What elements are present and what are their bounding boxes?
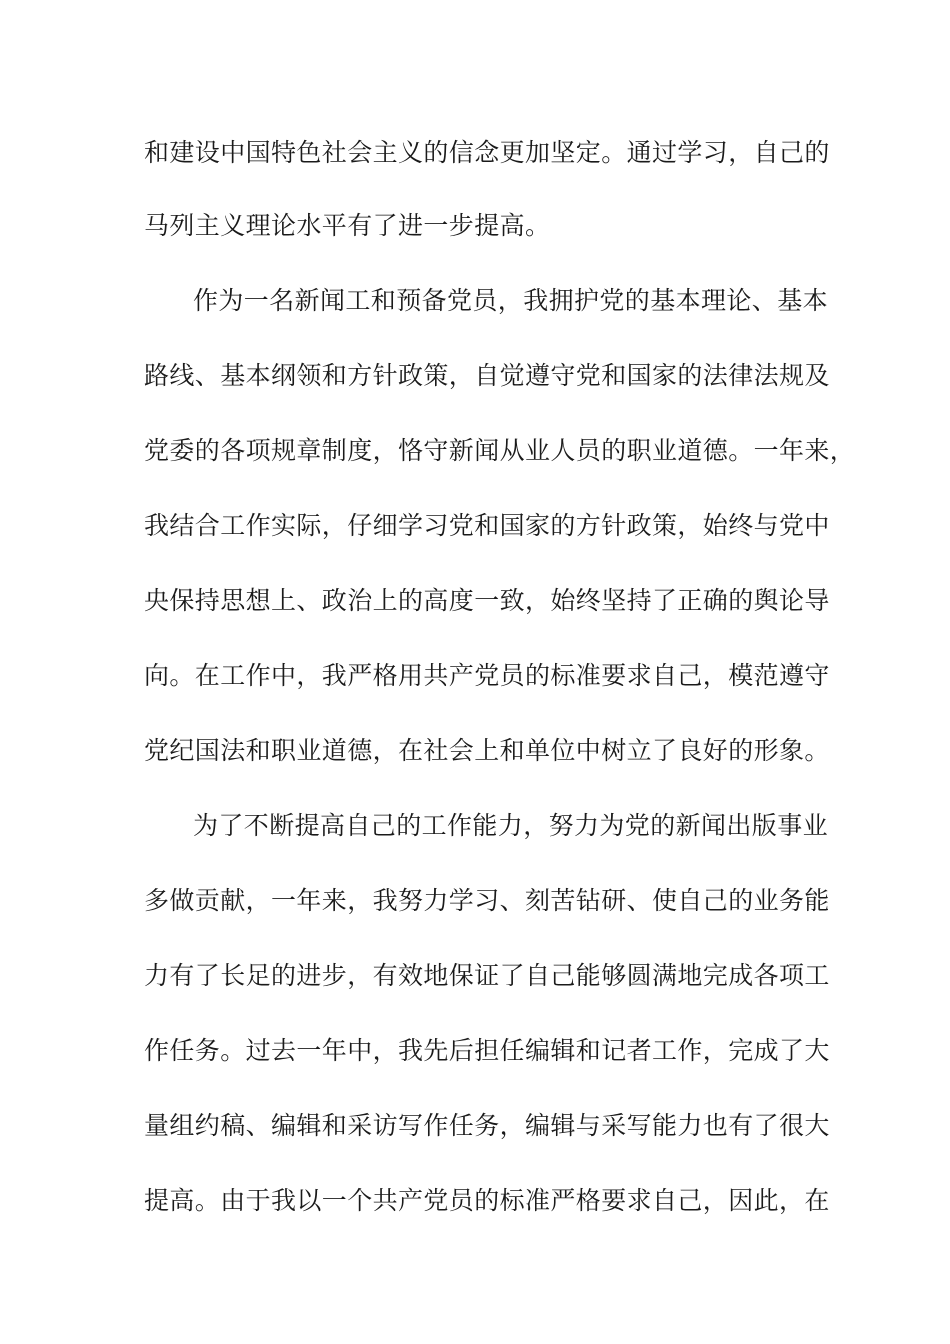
text-line: 马列主义理论水平有了进一步提高。: [144, 211, 551, 240]
paragraph-start-line: 作为一名新闻工和预备党员，我拥护党的基本理论、基本: [193, 286, 829, 315]
text-line: 提高。由于我以一个共产党员的标准严格要求自己，因此，在: [144, 1186, 830, 1215]
text-line: 我结合工作实际，仔细学习党和国家的方针政策，始终与党中: [144, 511, 830, 540]
text-line: 作任务。过去一年中，我先后担任编辑和记者工作，完成了大: [144, 1036, 830, 1065]
text-line: 央保持思想上、政治上的高度一致，始终坚持了正确的舆论导: [144, 586, 830, 615]
paragraph-start-line: 为了不断提高自己的工作能力，努力为党的新闻出版事业: [193, 811, 829, 840]
text-line: 和建设中国特色社会主义的信念更加坚定。通过学习，自己的: [144, 138, 830, 167]
text-line: 向。在工作中，我严格用共产党员的标准要求自己，模范遵守: [144, 661, 830, 690]
text-line: 党纪国法和职业道德，在社会上和单位中树立了良好的形象。: [144, 736, 830, 765]
text-line: 党委的各项规章制度，恪守新闻从业人员的职业道德。一年来，: [144, 436, 856, 465]
text-line: 路线、基本纲领和方针政策，自觉遵守党和国家的法律法规及: [144, 361, 830, 390]
text-line: 力有了长足的进步，有效地保证了自己能够圆满地完成各项工: [144, 961, 830, 990]
text-line: 量组约稿、编辑和采访写作任务，编辑与采写能力也有了很大: [144, 1111, 830, 1140]
text-line: 多做贡献，一年来，我努力学习、刻苦钻研、使自己的业务能: [144, 886, 830, 915]
